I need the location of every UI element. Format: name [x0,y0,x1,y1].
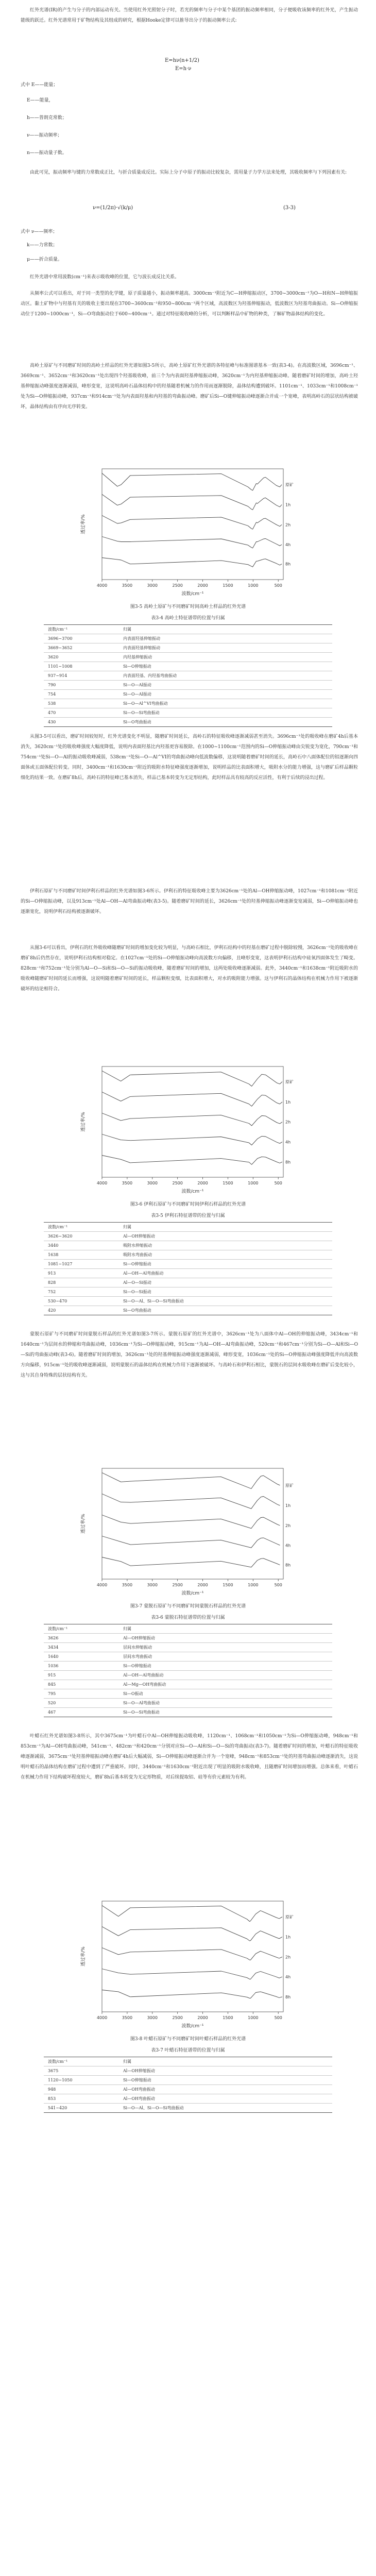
table-row [44,1708,332,1717]
series-line-2 [102,516,282,530]
formula-3-1 [165,58,199,63]
table-header-cell: 归属 [119,625,332,634]
paragraph-wavenumber: 红外光谱中常用波数(cm⁻¹)来表示吸收峰的位置，它与波长成反比关系。 [30,275,179,280]
assignment-cell: Al—OH—Al弯曲振动 [119,1671,332,1680]
wavenumber-cell: 937~914 [44,671,119,681]
formula-expr: E=hν(n+1/2) [165,58,199,63]
y-axis-label: 透过率/% [81,1514,86,1534]
paragraph-ir-regions: 从频率公式可以看出，对于同一类型的化学键，原子质量越小，振动频率越高。3000cm⁻¹附近为C—H伸缩振动区，3700~3000cm⁻¹为O—H和N—H伸缩振动区。黏土矿物中与羟基有关的吸收主要出现在3700~3600cm⁻¹和950~800cm⁻¹两个区域，高波数区为羟基伸缩振动，低波数区为羟基弯曲振动。Si—O伸缩振动位于1200~1000cm⁻¹，Si—O弯曲振动位于600~400cm⁻¹。通过对特征吸收峰的分析，可以判断样品中矿物的种类，了解矿物晶体结构的变化。 [21,291,358,317]
x-tick-label: 4000 [96,2015,108,2020]
x-tick-label: 2500 [172,1181,183,1185]
table-row [44,1671,332,1680]
x-tick-label: 500 [274,1181,282,1185]
assignment-cell: Si—O—Al、Si—O—Si弯曲振动 [119,1297,332,1306]
assignment-cell: Si—O振动 [119,1689,332,1699]
series-line-1 [102,495,282,510]
series-line-4 [102,1156,282,1165]
x-tick-label: 3500 [122,2015,133,2020]
y-axis-label: 透过率/% [81,1946,86,1967]
table-header-cell: 归属 [119,1223,332,1232]
wavenumber-cell: 3626 [44,1634,119,1643]
x-tick-label: 1500 [223,2015,233,2020]
series-label: 2h [285,1523,291,1529]
series-line-2 [102,1948,282,1960]
table-row [44,1306,332,1315]
table-row [44,681,332,690]
x-axis-label: 波数/cm⁻¹ [181,1189,204,1194]
x-tick-label: 2000 [197,2015,208,2020]
wavenumber-cell: 3675 [44,2066,119,2076]
figure-3-7-caption: 图3-7 蒙脱石原矿与不同磨矿时间蒙脱石样品的红外光谱 [130,1604,246,1609]
y-axis-label: 透过率/% [81,514,86,534]
x-tick-label: 1500 [223,1181,233,1185]
formula-expr: E=h·ν [175,66,192,72]
series-label: 1h [285,502,291,507]
assignment-cell: Si—O—Al振动 [119,681,332,690]
wavenumber-cell: 3626~3620 [44,1232,119,1241]
wavenumber-cell: 1081~1027 [44,1260,119,1269]
variable-list-1 [27,92,181,162]
x-tick-label: 3500 [122,583,133,588]
assignment-cell: Si—O—Si弯曲振动 [119,708,332,718]
series-line-4 [102,558,282,567]
assignment-cell: Si—O伸缩振动 [119,662,332,671]
series-line-3 [102,537,282,548]
table-row [44,634,332,643]
table-row [44,2104,332,2113]
table-row [44,643,332,653]
series-label: 8h [285,1994,291,1999]
assignment-cell: Al—Mg—OH弯曲振动 [119,1680,332,1689]
x-tick-label: 2000 [197,1583,208,1587]
ir-spectrum-svg [77,1896,299,2031]
x-tick-label: 4000 [96,1181,108,1185]
wavenumber-cell: 1640 [44,1652,119,1662]
wavenumber-cell: 520 [44,1699,119,1708]
x-tick-label: 2000 [197,583,208,588]
table-row [44,699,332,708]
series-label: 4h [285,1543,291,1548]
wavenumber-cell: 948 [44,2085,119,2094]
assignment-cell: Si—O伸缩振动 [119,2076,332,2085]
paragraph-pyrophyllite: 叶蜡石红外光谱如图3-8所示，其中3675cm⁻¹为叶蜡石中Al—OH伸缩振动吸收峰，1120cm⁻¹、1068cm⁻¹和1050cm⁻¹为Si—O伸缩振动峰，948cm⁻¹和853cm⁻¹为Al—OH弯曲振动峰，541cm⁻¹、482cm⁻¹和420cm⁻¹分别对应Si—O—Al和Si—O—Si的弯曲振动(表3-7)。随着磨矿时间的增加，叶蜡石的特征吸收峰逐渐减弱，3675cm⁻¹处羟基伸缩振动峰在磨矿4h后大幅减弱，Si—O伸缩振动峰逐渐合并为一个宽峰，948cm⁻¹和853cm⁻¹处的羟基弯曲振动峰逐渐消失，这说明叶蜡石的晶体结构在磨矿过程中遭到了严重破坏。同时，3440cm⁻¹和1630cm⁻¹附近出现了明显的吸附水吸收峰，且随磨矿时间增加而增强。总体来看，叶蜡石在机械力作用下结构破坏程度较大，磨矿8h后基本转变为无定形物质，对后续提取铝、硅等有价元素较为有利。 [21,1734,358,1780]
table-row [44,1297,332,1306]
table-row [44,718,332,727]
series-line-2 [102,1515,280,1529]
table-row [44,690,332,699]
table-row [44,1260,332,1269]
x-tick-label: 3000 [147,583,158,588]
table-row [44,1232,332,1241]
x-tick-label: 1000 [248,2015,259,2020]
table-row [44,2085,332,2094]
x-tick-label: 2500 [172,2015,183,2020]
wavenumber-cell: 530~470 [44,1297,119,1306]
x-tick-label: 2500 [172,1583,183,1587]
paragraph-montmorillonite: 蒙脱石原矿与不同磨矿时间蒙脱石样品的红外光谱如图3-7所示。蒙脱石原矿的红外光谱中，3626cm⁻¹处为八面体中Al—OH的伸缩振动峰，3434cm⁻¹和1640cm⁻¹为层间水的伸缩和弯曲振动峰，1036cm⁻¹为Si—O伸缩振动峰，915cm⁻¹为Al—OH—Al弯曲振动峰，520cm⁻¹和467cm⁻¹分别为Si—O—Al和Si—O—Si的弯曲振动峰(表3-6)。随着磨矿时间的增加，3626cm⁻¹处的羟基伸缩振动峰强度逐渐减弱，峰形变宽，1036cm⁻¹处的Si—O伸缩振动峰强度降低并向高波数方向偏移，915cm⁻¹处的吸收峰逐渐减弱，说明蒙脱石的晶体结构在机械力作用下逐渐被破坏。与高岭石和伊利石相比，蒙脱石的层间水吸收峰在磨矿后变化较小，这与其自身特殊的层状结构有关。 [21,1332,358,1378]
wavenumber-cell: 430 [44,718,119,727]
paragraph-illite-2: 从图3-6可以看出，伊利石的红外吸收峰随磨矿时间的增加变化较为明显，与高岭石相比，伊利石结构中的羟基在磨矿过程中脱除较慢，3626cm⁻¹处的吸收峰在磨矿8h后仍然存在，说明伊利石结构相对稳定。在1027cm⁻¹处的Si—O伸缩振动峰向高波数方向偏移，且峰形变宽，这表明伊利石结构中硅氧四面体发生了畸变。828cm⁻¹和752cm⁻¹处分别为Al—O—Si和Si—O—Si的振动吸收峰，随着磨矿时间的增加，这两处吸收峰逐渐减弱。此外，3440cm⁻¹和1638cm⁻¹附近吸附水的吸收峰随磨矿时间的延长而增强，这说明随着磨矿时间的延长，样品颗粒变细，比表面积增大，对水的吸附能力增强。这与伊利石的晶体结构在机械力作用下被逐渐破坏的结论相符合。 [21,945,358,992]
formula-number: (3-3) [283,205,296,211]
assignment-cell: Al—O—Si振动 [119,1278,332,1287]
x-tick-label: 1000 [248,1181,259,1185]
assignment-cell: 内表面羟基、内羟基弯曲振动 [119,671,332,681]
assignment-cell: Al—OH伸缩振动 [119,2066,332,2076]
table-header-cell: 归属 [119,2057,332,2066]
table-row [44,1287,332,1297]
variable-list-2 [27,238,181,267]
assignment-cell: Si—O—Si振动 [119,1287,332,1297]
table-row [44,1278,332,1287]
wavenumber-cell: 3620 [44,653,119,662]
figure-3-8-caption: 图3-8 叶蜡石原矿与不同磨矿时间叶蜡石样品的红外光谱 [130,2037,246,2042]
series-line-0 [102,1473,280,1489]
figure-3-5-caption: 图3-5 高岭土原矿与不同磨矿时间高岭土样品的红外光谱 [130,604,246,609]
assignment-cell: 层间水弯曲振动 [119,1652,332,1662]
table-row [44,2094,332,2104]
series-line-3 [102,1134,282,1145]
table-row [44,1250,332,1260]
x-tick-label: 500 [274,583,282,588]
ir-spectrum-svg [77,1061,299,1196]
formula-intro-1: 式中 E——能量； [21,82,58,88]
plot-frame [102,1901,283,2012]
series-label: 原矿 [285,482,294,487]
series-label: 2h [285,1955,291,1960]
x-tick-label: 1500 [223,583,233,588]
table-3-5 [44,1222,332,1315]
wavenumber-cell: 913 [44,1269,119,1278]
table-3-7-title: 表3-7 叶蜡石特征谱带的位置与归属 [151,2048,225,2053]
table-row [44,1699,332,1708]
table-3-7 [44,2057,332,2113]
assignment-cell: 吸附水伸缩振动 [119,1241,332,1250]
series-label: 8h [285,1160,291,1165]
table-header-cell: 波数/cm⁻¹ [44,1624,119,1634]
table-row [44,1634,332,1643]
figure-3-7-chart [77,1463,299,1598]
wavenumber-cell: 752 [44,1287,119,1297]
x-tick-label: 1000 [248,1583,259,1587]
series-label: 原矿 [285,1079,294,1084]
series-line-4 [102,1557,280,1567]
table-row [44,2066,332,2076]
paragraph-illite-1: 伊利石原矿与不同磨矿时间伊利石样品的红外光谱如图3-6所示。伊利石的特征吸收峰主要为3626cm⁻¹处的Al—OH伸缩振动峰，1027cm⁻¹和1081cm⁻¹附近的Si—O伸缩振动峰，以及913cm⁻¹处Al—OH—Al弯曲振动峰(表3-5)。随着磨矿时间的延长，3626cm⁻¹处的羟基伸缩振动峰逐渐变宽减弱，Si—O伸缩振动峰也逐渐宽化，说明伊利石结构被逐渐破坏。 [21,889,358,914]
assignment-cell: 内表面羟基伸缩振动 [119,634,332,643]
wavenumber-cell: 1036 [44,1662,119,1671]
table-row [44,653,332,662]
series-line-0 [102,1071,282,1087]
table-row [44,1662,332,1671]
plot-frame [102,469,283,580]
wavenumber-cell: 1101~1008 [44,662,119,671]
series-label: 8h [285,1563,291,1568]
variable-item: ν——振动频率； [27,133,62,138]
table-row [44,1652,332,1662]
table-row [44,1241,332,1250]
series-line-1 [102,1927,282,1941]
variable-item: h——普朗克常数； [27,115,67,121]
formula-expr: ν=(1/2π)·√(k/μ) [93,205,133,211]
wavenumber-cell: 1638 [44,1250,119,1260]
table-header-cell: 波数/cm⁻¹ [44,2057,119,2066]
figure-3-6-caption: 图3-6 伊利石原矿与不同磨矿时间伊利石样品的红外光谱 [130,1202,246,1207]
assignment-cell: Si—O—Al、Si—O—Si弯曲振动 [119,2104,332,2113]
table-row [44,662,332,671]
variable-item: k——力常数； [27,243,58,248]
x-tick-label: 3000 [147,1583,158,1587]
paragraph-kaolin-2: 从图3-5可以看出，磨矿时间较短时，红外光谱变化不明显，随磨矿时间延长，高岭石的特征吸收峰逐渐减弱甚至消失。3696cm⁻¹处的吸收峰在磨矿4h后基本消失，3620cm⁻¹处的吸收峰强度大幅度降低，说明内表面羟基比内羟基更容易脱除。在1000~1100cm⁻¹范围内的Si—O伸缩振动峰由尖锐变为宽化，790cm⁻¹和754cm⁻¹处Si—O—Al的振动吸收峰减弱，538cm⁻¹处Si—O—Al^VI的弯曲振动峰向低波数偏移，这说明随着磨矿时间的延长，高岭石中八面体配位的铝逐渐向四面体或五面体配位转变。同时，3400cm⁻¹和1630cm⁻¹附近的吸附水特征峰强度逐渐增加，说明样品的比表面积增大，吸附水分的能力增强，这与磨矿后样品颗粒细化的结果一致。在磨矿8h后，高岭石的特征峰已基本消失，样品已基本转变为无定形结构，此时样品具有较高的反应活性，有利于后续的浸出过程。 [21,734,358,781]
assignment-cell: 层间水伸缩振动 [119,1643,332,1652]
wavenumber-cell: 754 [44,690,119,699]
series-label: 1h [285,1935,291,1940]
figure-3-5-chart [77,464,299,599]
wavenumber-cell: 853 [44,2094,119,2104]
assignment-cell: Si—O弯曲振动 [119,718,332,727]
wavenumber-cell: 790 [44,681,119,690]
series-label: 原矿 [285,1483,294,1488]
x-tick-label: 500 [274,2015,282,2020]
table-row [44,1643,332,1652]
table-row [44,1689,332,1699]
x-tick-label: 1500 [223,1583,233,1587]
figure-3-6-chart [77,1061,299,1196]
wavenumber-cell: 541~420 [44,2104,119,2113]
assignment-cell: 内表面羟基伸缩振动 [119,643,332,653]
table-row [44,708,332,718]
formula-intro-2: 式中 ν——频率； [21,229,58,234]
x-tick-label: 4000 [96,1583,108,1587]
table-3-4 [44,624,332,727]
paragraph-kaolin-1: 高岭土原矿与不同磨矿时间的高岭土样品的红外光谱如图3-5所示，高岭土原矿红外光谱的各特征峰与标准图谱基本一致(表3-4)。在高波数区域，3696cm⁻¹、3669cm⁻¹、3652cm⁻¹和3620cm⁻¹处出现四个羟基吸收峰，前三个为内表面羟基伸缩振动峰，3620cm⁻¹为内羟基伸缩振动峰。随着磨矿时间的增加，高岭土羟基伸缩振动峰强度逐渐减弱，峰形变宽，这说明高岭石晶体结构中的羟基随着机械力的作用而逐渐脱除，晶体结构遭到破坏。1101cm⁻¹、1033cm⁻¹和1008cm⁻¹处为Si—O伸缩振动峰，937cm⁻¹和914cm⁻¹处为内表面羟基和内羟基的弯曲振动峰。磨矿后Si—O键伸缩振动峰逐渐合并成一个宽峰，表明高岭石的层状结构被破坏，晶体结构由有序向无序转变。 [21,363,358,410]
x-tick-label: 3000 [147,2015,158,2020]
wavenumber-cell: 538 [44,699,119,708]
table-row [44,1269,332,1278]
figure-3-8-chart [77,1896,299,2031]
series-label: 1h [285,1099,291,1105]
x-axis-label: 波数/cm⁻¹ [181,591,204,597]
x-tick-label: 1000 [248,583,259,588]
assignment-cell: Si—O—Al振动 [119,690,332,699]
variable-item: E——能量， [27,98,54,103]
wavenumber-cell: 3440 [44,1241,119,1250]
wavenumber-cell: 3434 [44,1643,119,1652]
x-tick-label: 2500 [172,583,183,588]
x-tick-label: 2000 [197,1181,208,1185]
series-label: 4h [285,543,291,548]
wavenumber-cell: 467 [44,1708,119,1717]
formula-3-2 [175,66,191,72]
wavenumber-cell: 828 [44,1278,119,1287]
series-line-1 [102,1092,282,1107]
wavenumber-cell: 845 [44,1680,119,1689]
assignment-cell: Al—OH—Al弯曲振动 [119,1269,332,1278]
y-axis-label: 透过率/% [81,1112,86,1132]
plot-frame [102,1066,283,1177]
wavenumber-cell: 915 [44,1671,119,1680]
x-axis-label: 波数/cm⁻¹ [181,2024,204,2029]
series-label: 4h [285,1140,291,1145]
x-tick-label: 3500 [122,1181,133,1185]
table-3-6 [44,1624,332,1717]
series-line-0 [102,473,282,490]
series-label: 4h [285,1975,291,1980]
assignment-cell: 内羟基伸缩振动 [119,653,332,662]
formula-3-3 [93,205,350,211]
wavenumber-cell: 795 [44,1689,119,1699]
assignment-cell: Al—OH弯曲振动 [119,2094,332,2104]
wavenumber-cell: 470 [44,708,119,718]
ir-spectrum-svg [77,464,299,599]
table-row [44,1680,332,1689]
variable-item: μ——折合质量。 [27,257,62,262]
table-header-cell: 波数/cm⁻¹ [44,625,119,634]
x-tick-label: 500 [274,1583,282,1587]
table-header-cell: 归属 [119,1624,332,1634]
assignment-cell: Si—O—Al^VI弯曲振动 [119,699,332,708]
wavenumber-cell: 3696~3700 [44,634,119,643]
x-axis-label: 波数/cm⁻¹ [181,1591,204,1596]
series-label: 1h [285,1503,291,1509]
x-tick-label: 4000 [96,583,108,588]
assignment-cell: Si—O弯曲振动 [119,1306,332,1315]
series-label: 2h [285,522,291,528]
series-label: 原矿 [285,1914,294,1920]
series-line-3 [102,1969,282,1979]
series-label: 8h [285,562,291,567]
table-row [44,671,332,681]
table-header-cell: 波数/cm⁻¹ [44,1223,119,1232]
paragraph-frequency: 由此可见，振动频率与键的力常数成正比，与折合质量成反比。实际上分子中原子的振动比较复杂，需用量子力学方法来处理，其吸收频率与下列因素有关: [30,170,347,175]
table-3-5-title: 表3-5 伊利石特征谱带的位置与归属 [151,1213,225,1218]
series-line-2 [102,1113,282,1126]
x-tick-label: 3500 [122,1583,133,1587]
series-line-3 [102,1536,280,1548]
series-line-1 [102,1494,280,1509]
series-label: 2h [285,1120,291,1125]
wavenumber-cell: 420 [44,1306,119,1315]
assignment-cell: Si—O—Si弯曲振动 [119,1708,332,1717]
table-row [44,2076,332,2085]
x-tick-label: 3000 [147,1181,158,1185]
assignment-cell: Si—O伸缩振动 [119,1260,332,1269]
assignment-cell: Si—O—Al弯曲振动 [119,1699,332,1708]
assignment-cell: Al—OH伸缩振动 [119,1634,332,1643]
assignment-cell: Al—OH伸缩振动 [119,1232,332,1241]
wavenumber-cell: 1120~1050 [44,2076,119,2085]
variable-item: n——振动量子数。 [27,150,67,156]
table-3-4-title: 表3-4 高岭土特征谱带的位置与归属 [151,616,225,621]
assignment-cell: 吸附水弯曲振动 [119,1250,332,1260]
series-line-0 [102,1906,282,1922]
series-line-4 [102,1990,282,1998]
paragraph-intro: 红外光谱(IR)的产生与分子的内部运动有关。当使用红外光照射分子时，若光的频率与分子中某个基团的振动频率相同，分子便吸收该频率的红外光，产生振动能级的跃迁。红外光谱常用于矿物结构及其组成的研究，根据Hooke定律可以推导出分子的振动频率公式: [21,8,358,23]
assignment-cell: Al—OH弯曲振动 [119,2085,332,2094]
wavenumber-cell: 3669~3652 [44,643,119,653]
assignment-cell: Si—O伸缩振动 [119,1662,332,1671]
ir-spectrum-svg [77,1463,299,1598]
table-3-6-title: 表3-6 蒙脱石特征谱带的位置与归属 [151,1615,225,1620]
